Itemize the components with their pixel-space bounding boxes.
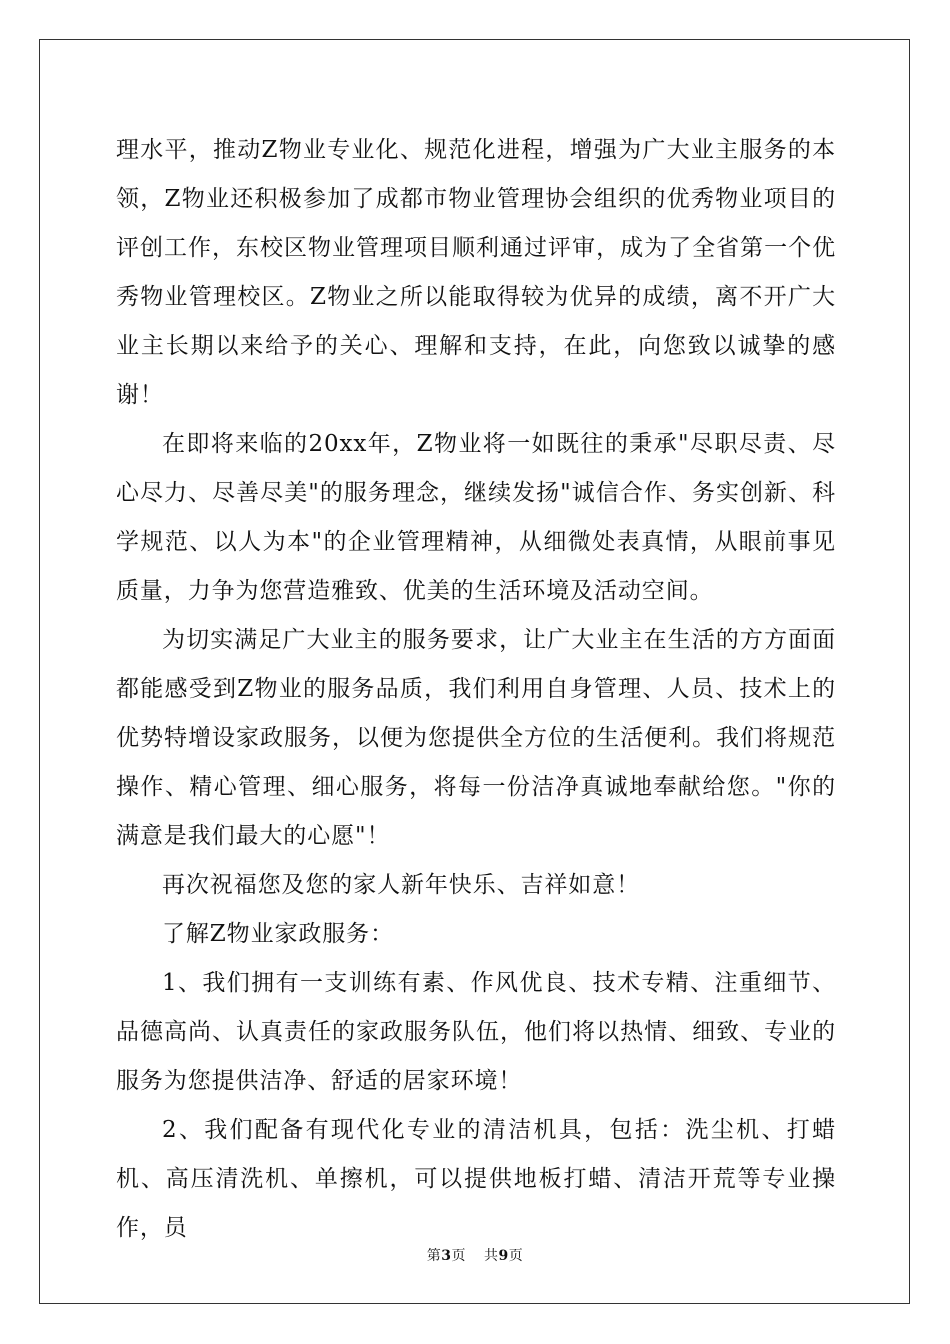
paragraph-4: 再次祝福您及您的家人新年快乐、吉祥如意！ [162,872,640,898]
page-suffix: 页 [451,1248,466,1264]
paragraph-2: 在即将来临的20xx年，Z物业将一如既往的秉承"尽职尽责、尽心尽力、尽善尽美"的服务理念，继续发扬"诚信合作、务实创新、科学规范、以人为本"的企业管理精神，从细微处表真情，从眼前事见质量，力争为您营造雅致、优美的生活环境及活动空间。 [116,431,836,604]
total-suffix: 页 [508,1248,524,1264]
paragraph-1: 理水平，推动Z物业专业化、规范化进程，增强为广大业主服务的本领，Z物业还积极参加了成都市物业管理协会组织的优秀物业项目的评创工作，东校区物业管理项目顺利通过评审，成为了全省第一个优秀物业管理校区。Z物业之所以能取得较为优异的成绩，离不开广大业主长期以来给予的关心、理解和支持，在此，向您致以诚挚的感谢！ [116,137,836,408]
total-prefix: 共 [484,1248,499,1264]
paragraph-7: 2、我们配备有现代化专业的清洁机具，包括：洗尘机、打蜡机、高压清洗机、单擦机，可以提供地板打蜡、清洁开荒等专业操作，员 [116,1117,836,1241]
document-body [116,126,836,1253]
total-page-count: 9 [498,1248,509,1264]
current-page-number: 3 [441,1248,452,1264]
page-prefix: 第 [426,1248,442,1264]
page-footer [0,1245,950,1265]
paragraph-3: 为切实满足广大业主的服务要求，让广大业主在生活的方方面面都能感受到Z物业的服务品质，我们利用自身管理、人员、技术上的优势特增设家政服务，以便为您提供全方位的生活便利。我们将规范操作、精心管理、细心服务，将每一份洁净真诚地奉献给您。"你的满意是我们最大的心愿"！ [116,627,836,849]
paragraph-6: 1、我们拥有一支训练有素、作风优良、技术专精、注重细节、品德高尚、认真责任的家政服务队伍，他们将以热情、细致、专业的服务为您提供洁净、舒适的居家环境！ [116,970,836,1094]
paragraph-5: 了解Z物业家政服务： [162,921,394,947]
